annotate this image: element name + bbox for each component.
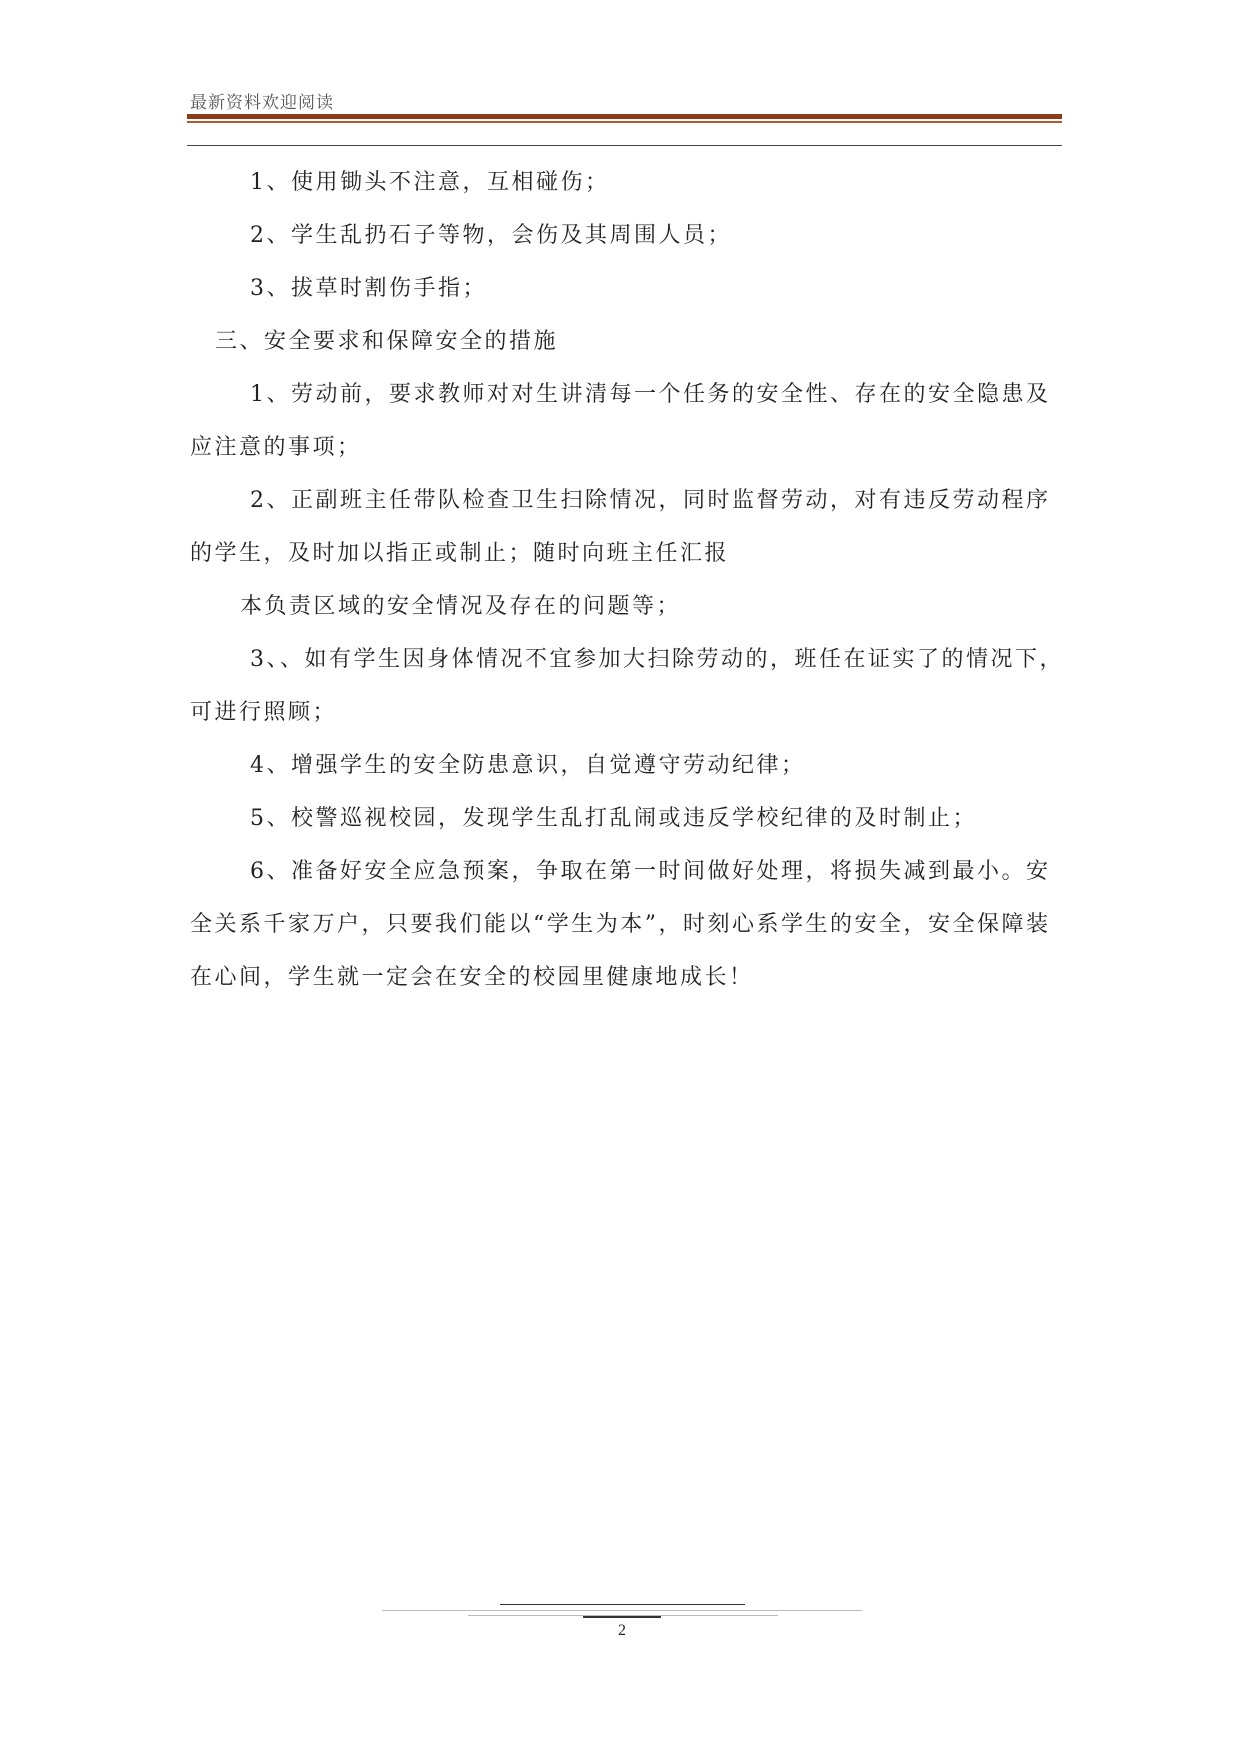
paragraph-10: 5、校警巡视校园，发现学生乱打乱闹或违反学校纪律的及时制止； (250, 806, 977, 831)
paragraph-11: 6、准备好安全应急预案，争取在第一时间做好处理，将损失减到最小。安全关系千家万户，只要我们能以“学生为本”，时刻心系学生的安全，安全保障装在心间，学生就一定会在安全的校园里健康地成长！ (190, 859, 1051, 990)
header-rule-thin (187, 121, 1062, 123)
header-rule-underline (187, 145, 1062, 146)
document-body (190, 156, 1070, 1004)
paragraph-3: 3、拔草时割伤手指； (250, 276, 487, 301)
paragraph-9: 4、增强学生的安全防患意识，自觉遵守劳动纪律； (250, 753, 806, 778)
paragraph-1: 1、使用锄头不注意，互相碰伤； (250, 170, 610, 195)
section-heading: 三、安全要求和保障安全的措施 (215, 329, 559, 354)
paragraph-6: 2、正副班主任带队检查卫生扫除情况，同时监督劳动，对有违反劳动程序的学生，及时加以指正或制止；随时向班主任汇报 (190, 488, 1051, 566)
paragraph-7: 本负责区域的安全情况及存在的问题等； (240, 594, 682, 619)
footer-rule (583, 1616, 661, 1618)
footer-rule (500, 1604, 745, 1605)
page-header-title: 最新资料欢迎阅读 (190, 93, 334, 113)
paragraph-8: 3、、如有学生因身体情况不宜参加大扫除劳动的，班任在证实了的情况下，可进行照顾； (190, 647, 1064, 725)
page-number: 2 (618, 1622, 626, 1639)
paragraph-2: 2、学生乱扔石子等物，会伤及其周围人员； (250, 223, 732, 248)
footer-rule (382, 1610, 862, 1611)
header-rule-thick (187, 114, 1062, 119)
paragraph-5: 1、劳动前，要求教师对对生讲清每一个任务的安全性、存在的安全隐患及应注意的事项； (190, 382, 1051, 460)
